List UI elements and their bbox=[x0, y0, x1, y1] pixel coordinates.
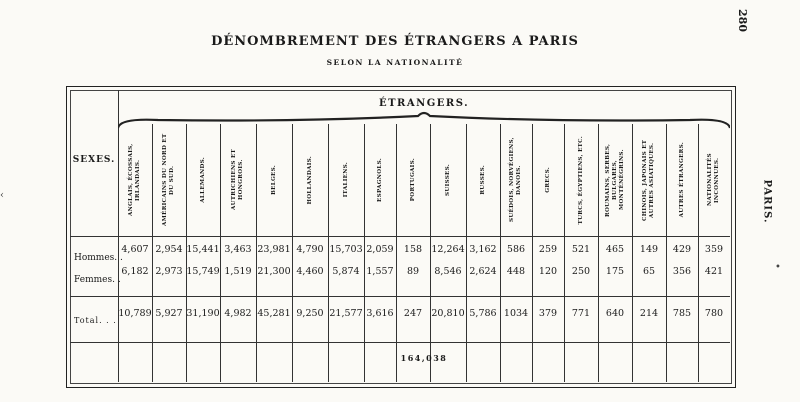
table-cell: 5,786 bbox=[469, 308, 497, 319]
column-header-label: AUTRES ÉTRANGERS. bbox=[678, 142, 685, 218]
row-label-hommes: Hommes. . bbox=[74, 253, 123, 263]
table-cell: 421 bbox=[704, 266, 724, 277]
column-header-label: ROUMAINS, SERBES, BULGARES, MONTÉNÉGRINS. bbox=[604, 143, 625, 217]
table-cell: 15,441 bbox=[186, 244, 220, 255]
column-header-label: TURCS, ÉGYPTIENS, ETC. bbox=[577, 135, 584, 225]
row-header-sexes: SEXES. bbox=[72, 155, 116, 165]
column-header-label: RUSSES. bbox=[479, 165, 486, 195]
table-cell: 23,981 bbox=[257, 244, 291, 255]
column-header bbox=[698, 130, 730, 230]
table-cell: 20,810 bbox=[431, 308, 465, 319]
column-header-label: SUÉDOIS, NORVÉGIENS, DANOIS. bbox=[509, 137, 522, 223]
table-cell: 1,519 bbox=[224, 266, 252, 277]
row-label-total: Total. . . bbox=[74, 316, 117, 325]
table-cell: 5,927 bbox=[155, 308, 183, 319]
table-cell: 3,162 bbox=[469, 244, 497, 255]
total-top-rule bbox=[70, 296, 730, 297]
column-header-label: HOLLANDAIS. bbox=[306, 155, 313, 205]
column-header bbox=[564, 130, 598, 230]
table-cell: 1034 bbox=[503, 308, 529, 319]
table-cell: 359 bbox=[704, 244, 724, 255]
column-header-label: NATIONALITÉS INCONNUES. bbox=[707, 153, 720, 207]
column-header-label: CHINOIS, JAPONAIS ET AUTRES ASIATIQUES. bbox=[642, 139, 655, 221]
table-cell: 247 bbox=[403, 308, 423, 319]
table-cell: 2,954 bbox=[155, 244, 183, 255]
column-header bbox=[430, 130, 466, 230]
column-header-label: AUTRICHIENS ET HONGROIS. bbox=[231, 149, 244, 211]
table-cell: 4,982 bbox=[224, 308, 252, 319]
header-bottom-rule bbox=[70, 236, 730, 237]
table-cell: 21,577 bbox=[329, 308, 363, 319]
page-title: DÉNOMBREMENT DES ÉTRANGERS A PARIS bbox=[211, 34, 579, 49]
column-header-label: PORTUGAIS. bbox=[409, 158, 416, 202]
table-cell: 2,624 bbox=[469, 266, 497, 277]
table-cell: 31,190 bbox=[186, 308, 220, 319]
table-cell: 21,300 bbox=[257, 266, 291, 277]
table-cell: 65 bbox=[642, 266, 656, 277]
row-label-femmes: Femmes. . bbox=[74, 275, 121, 285]
column-header-label: ALLEMANDS. bbox=[199, 157, 206, 203]
table-cell: 2,973 bbox=[155, 266, 183, 277]
column-header-label: GRECS. bbox=[544, 167, 551, 193]
table-cell: 6,182 bbox=[121, 266, 149, 277]
table-cell: 4,460 bbox=[296, 266, 324, 277]
margin-mark: ‹ bbox=[0, 190, 4, 201]
column-header bbox=[118, 130, 152, 230]
margin-mark: • bbox=[775, 262, 781, 273]
table-cell: 780 bbox=[704, 308, 724, 319]
table-cell: 465 bbox=[605, 244, 625, 255]
table-cell: 89 bbox=[406, 266, 420, 277]
column-header bbox=[364, 130, 396, 230]
table-cell: 785 bbox=[672, 308, 692, 319]
table-cell: 149 bbox=[639, 244, 659, 255]
table-cell: 3,463 bbox=[224, 244, 252, 255]
table-cell: 448 bbox=[506, 266, 526, 277]
table-cell: 379 bbox=[538, 308, 558, 319]
table-cell: 429 bbox=[672, 244, 692, 255]
column-header bbox=[532, 130, 564, 230]
grand-total: 164,038 bbox=[400, 353, 448, 363]
table-cell: 214 bbox=[639, 308, 659, 319]
table-cell: 15,749 bbox=[186, 266, 220, 277]
column-header bbox=[292, 130, 328, 230]
table-cell: 9,250 bbox=[296, 308, 324, 319]
group-brace bbox=[118, 108, 730, 130]
table-cell: 259 bbox=[538, 244, 558, 255]
column-header bbox=[500, 130, 532, 230]
table-cell: 4,607 bbox=[121, 244, 149, 255]
table-cell: 158 bbox=[403, 244, 423, 255]
page-number: 280 bbox=[736, 9, 750, 32]
total-bottom-rule bbox=[70, 342, 730, 343]
table-cell: 4,790 bbox=[296, 244, 324, 255]
column-header-label: BELGES. bbox=[270, 165, 277, 195]
table-cell: 175 bbox=[605, 266, 625, 277]
table-cell: 3,616 bbox=[366, 308, 394, 319]
column-header bbox=[152, 130, 186, 230]
table-cell: 2,059 bbox=[366, 244, 394, 255]
table-cell: 12,264 bbox=[431, 244, 465, 255]
table-cell: 356 bbox=[672, 266, 692, 277]
column-header-label: ANGLAIS, ÉCOSSAIS, IRLANDAIS. bbox=[128, 143, 141, 217]
table-cell: 8,546 bbox=[434, 266, 462, 277]
column-header bbox=[632, 130, 666, 230]
table-cell: 15,703 bbox=[329, 244, 363, 255]
column-header bbox=[328, 130, 364, 230]
table-cell: 45,281 bbox=[257, 308, 291, 319]
column-header-label: ESPAGNOLS. bbox=[376, 158, 383, 202]
column-header bbox=[220, 130, 256, 230]
table-cell: 1,557 bbox=[366, 266, 394, 277]
table-cell: 521 bbox=[571, 244, 591, 255]
column-header bbox=[396, 130, 430, 230]
side-label: PARIS. bbox=[761, 179, 773, 224]
column-header bbox=[598, 130, 632, 230]
table-cell: 10,789 bbox=[118, 308, 152, 319]
table-cell: 120 bbox=[538, 266, 558, 277]
table-cell: 640 bbox=[605, 308, 625, 319]
table-cell: 250 bbox=[571, 266, 591, 277]
group-header-etrangers: ÉTRANGERS. bbox=[378, 98, 470, 109]
column-header bbox=[666, 130, 698, 230]
table-cell: 5,874 bbox=[332, 266, 360, 277]
table-cell: 771 bbox=[571, 308, 591, 319]
column-header-label: SUISSES. bbox=[444, 164, 451, 196]
column-header bbox=[256, 130, 292, 230]
column-header-label: AMÉRICAINS DU NORD ET DU SUD. bbox=[162, 133, 175, 227]
column-header bbox=[186, 130, 220, 230]
table-cell: 586 bbox=[506, 244, 526, 255]
page-subtitle: SELON LA NATIONALITÉ bbox=[326, 58, 464, 67]
column-header bbox=[466, 130, 500, 230]
column-header-label: ITALIENS. bbox=[342, 162, 349, 198]
